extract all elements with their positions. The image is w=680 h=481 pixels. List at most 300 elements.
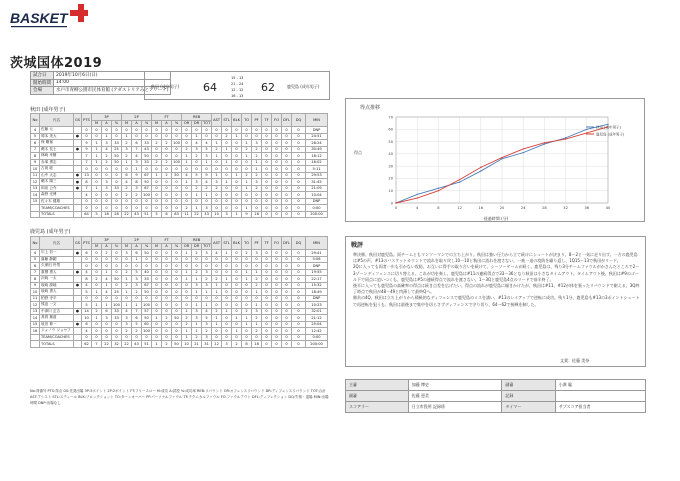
score-progression-chart	[345, 98, 645, 222]
official-name: 小澤 聡	[555, 380, 645, 391]
stat-cell: 0	[232, 302, 242, 309]
stat-cell: 0	[182, 166, 192, 173]
quarter-scores	[231, 75, 243, 99]
chart-point	[586, 129, 587, 130]
stat-cell: 2	[182, 205, 192, 212]
stat-cell: 200:00	[306, 211, 328, 218]
stat-cell: 0	[112, 256, 122, 263]
stat-cell: 15	[31, 198, 40, 205]
stat-cell: 2	[212, 308, 222, 315]
stat-cell: 4	[102, 146, 112, 153]
stat-cell: 0	[102, 172, 112, 179]
stat-cell: 0	[232, 295, 242, 302]
stat-cell: 0	[282, 315, 292, 322]
stat-cell: 3	[102, 185, 112, 192]
stat-cell: 0	[102, 256, 112, 263]
stat-cell: ●	[74, 185, 82, 192]
stat-cell: 6	[122, 172, 132, 179]
stat-cell: 0	[202, 127, 212, 134]
stat-cell: 0	[262, 334, 272, 341]
stat-cell: 1	[92, 289, 102, 296]
stat-cell: 0	[282, 205, 292, 212]
stat-cell: 0	[262, 289, 272, 296]
stat-cell: 32:01	[306, 308, 328, 315]
stat-cell: 2	[102, 153, 112, 160]
stat-cell: 0	[242, 263, 252, 270]
stat-cell: 3	[252, 179, 262, 186]
stat-cell: 9	[202, 172, 212, 179]
stat-cell: 2	[102, 159, 112, 166]
official-name: サブスコア担当者	[555, 402, 645, 413]
stat-cell: 3	[132, 159, 142, 166]
stat-cell: 1	[212, 289, 222, 296]
stat-cell: DNP	[306, 295, 328, 302]
stat-cell: 0	[132, 133, 142, 140]
info-key: 試合日	[31, 72, 54, 80]
chart-title: 得点推移	[360, 105, 381, 111]
stat-cell: 1	[122, 302, 132, 309]
stat-cell: 30:49	[306, 146, 328, 153]
stat-cell: 0	[292, 179, 306, 186]
stat-cell: 0	[162, 205, 172, 212]
official-name	[555, 391, 645, 402]
stat-cell: 22:17	[306, 276, 328, 283]
stat-cell: 0	[222, 140, 232, 147]
stat-cell: 2	[122, 328, 132, 335]
stat-cell: 0	[92, 127, 102, 134]
chart-legend-label: 鹿児島 (成年男子)	[596, 132, 625, 137]
stat-cell: 0	[212, 334, 222, 341]
player-name: ジョノウ ジョセフ	[40, 328, 74, 335]
stat-cell: 0	[282, 295, 292, 302]
stat-cell: 1	[232, 315, 242, 322]
stat-header: DFL	[282, 237, 292, 250]
chart-point	[417, 197, 418, 198]
stat-cell: 5	[202, 146, 212, 153]
stat-cell: 2	[192, 269, 202, 276]
stat-cell: 0	[282, 250, 292, 257]
stat-cell: 4	[31, 127, 40, 134]
stat-cell: 1	[182, 179, 192, 186]
stat-header: 氏名	[40, 237, 74, 250]
stat-cell: 0	[242, 282, 252, 289]
stat-cell: 0	[102, 321, 112, 328]
stat-cell: 100	[173, 160, 180, 165]
stat-cell: 0	[232, 185, 242, 192]
stat-cell: 0	[242, 256, 252, 263]
player-name: 古坂 聡	[40, 166, 74, 173]
report-body	[353, 252, 641, 308]
home-score: 64	[203, 81, 217, 94]
stat-cell: 0	[82, 127, 92, 134]
stat-cell: 10:23	[306, 302, 328, 309]
chart-xtick-label: 36	[584, 206, 590, 210]
stat-cell: 0	[282, 179, 292, 186]
stat-cell: 15	[31, 321, 40, 328]
stat-cell: 0	[252, 192, 262, 199]
info-value: 14:00	[54, 79, 171, 87]
quarter-score: 21 - 24	[231, 82, 244, 86]
chart-point	[565, 138, 566, 139]
stat-header: STL	[222, 237, 232, 250]
stat-cell: 1	[182, 153, 192, 160]
stat-cell: 1	[152, 341, 162, 348]
stat-cell: 0	[172, 250, 182, 257]
stat-cell: ●	[74, 308, 82, 315]
stat-cell: 0	[262, 295, 272, 302]
stat-cell: 0	[282, 153, 292, 160]
stat-cell: 2	[252, 153, 262, 160]
stat-cell: 0	[242, 302, 252, 309]
stat-cell: 3	[122, 146, 132, 153]
stat-cell: 0	[102, 295, 112, 302]
player-name: 重栖 勇人	[40, 269, 74, 276]
stat-subheader: TOT	[203, 121, 211, 126]
stat-cell: 3	[252, 140, 262, 147]
stat-cell: 1	[122, 276, 132, 283]
stat-cell: 0	[272, 302, 282, 309]
officials-row	[346, 380, 646, 391]
stat-cell: DNP	[306, 127, 328, 134]
chart-xtick-label: 16	[478, 206, 484, 210]
stat-cell: 1	[252, 269, 262, 276]
chart-point	[480, 170, 481, 171]
stat-subheader: DR	[192, 243, 202, 250]
stat-cell: 40	[142, 269, 152, 276]
stat-cell: 0	[292, 127, 306, 134]
stat-cell: 0	[172, 276, 182, 283]
stat-cell: 9	[31, 159, 40, 166]
chart-point	[565, 137, 566, 138]
stat-cell: 24:51	[306, 133, 328, 140]
chart-point	[459, 179, 460, 180]
stat-cell: 0	[172, 282, 182, 289]
stat-cell: 62	[82, 341, 92, 348]
stat-cell: 0	[112, 321, 122, 328]
stat-cell: 9	[132, 172, 142, 179]
stat-cell: 2	[252, 282, 262, 289]
stat-cell: 0	[232, 256, 242, 263]
stat-cell: 5	[132, 269, 142, 276]
stat-header: FT	[152, 114, 182, 121]
stat-cell: 10:04	[306, 192, 328, 199]
stat-cell: 0	[152, 308, 162, 315]
stat-cell: 0	[212, 198, 222, 205]
stat-cell: 0	[152, 295, 162, 302]
stat-cell: 0	[182, 263, 192, 270]
stat-cell: 2	[132, 328, 142, 335]
stat-cell: 3	[132, 185, 142, 192]
stat-cell: 0	[222, 334, 232, 341]
stat-cell: 6	[132, 140, 142, 147]
stat-cell: 1	[122, 133, 132, 140]
stat-cell: 0	[262, 321, 272, 328]
chart-ytick-label: 60	[388, 127, 393, 132]
stat-cell: 0	[92, 269, 102, 276]
stat-cell: 0	[212, 205, 222, 212]
chart-svg	[346, 99, 646, 223]
stat-cell: 0	[262, 159, 272, 166]
stat-cell: 43	[132, 341, 142, 348]
stat-cell: 64	[82, 211, 92, 218]
chart-point	[480, 167, 481, 168]
stat-cell: 0	[152, 198, 162, 205]
stat-cell: 1	[122, 289, 132, 296]
chart-point	[586, 132, 587, 133]
stat-cell: 31:45	[306, 179, 328, 186]
stat-cell: 33	[112, 308, 122, 315]
stat-cell: 0	[82, 205, 92, 212]
stat-cell: 0	[292, 256, 306, 263]
stat-cell: 0	[142, 334, 152, 341]
stat-cell: 0	[182, 282, 192, 289]
stat-cell: 0	[262, 302, 272, 309]
stat-cell: 0	[212, 302, 222, 309]
chart-xtick-label: 24	[520, 206, 526, 210]
basket-logo	[8, 4, 88, 34]
stat-cell: 1	[192, 328, 202, 335]
stat-cell: 0	[272, 140, 282, 147]
stat-subheader: OR	[182, 243, 192, 250]
stat-cell: 2	[212, 276, 222, 283]
player-name: 中津川 玄吉	[40, 308, 74, 315]
stat-cell: 14	[31, 315, 40, 322]
stat-cell: 67	[142, 172, 152, 179]
stat-cell: 1	[182, 334, 192, 341]
stat-cell: 1	[92, 159, 102, 166]
official-name: 加藤 博史	[408, 380, 502, 391]
stat-cell: 0	[222, 269, 232, 276]
stat-cell: 0	[152, 166, 162, 173]
stat-cell: 0	[172, 198, 182, 205]
stat-cell: 0	[262, 127, 272, 134]
stat-cell: 2	[252, 276, 262, 283]
stat-cell: 1	[242, 185, 252, 192]
stat-cell: 0	[102, 127, 112, 134]
stat-cell: 0	[292, 341, 306, 348]
stat-cell: 0	[92, 256, 102, 263]
stat-cell: 0	[102, 192, 112, 199]
stat-cell: 1	[222, 250, 232, 257]
away-team-name: 鹿児島 (成年男子)	[287, 84, 320, 89]
stat-cell: 7	[132, 146, 142, 153]
stat-cell: 1	[182, 269, 192, 276]
stat-cell: 4	[132, 153, 142, 160]
stat-header: No	[31, 114, 40, 127]
stat-cell: 50	[172, 315, 182, 322]
stat-cell: 2	[182, 315, 192, 322]
stat-cell: 1	[132, 302, 142, 309]
stat-cell: 1	[192, 302, 202, 309]
stat-cell: 0	[162, 295, 172, 302]
stat-cell: 0	[122, 256, 132, 263]
stat-cell: 0	[112, 295, 122, 302]
player-name: 髙賀 雄道	[40, 315, 74, 322]
stat-cell: 1	[202, 302, 212, 309]
chart-ytick-label: 0	[390, 201, 393, 206]
stat-header: DFL	[282, 114, 292, 127]
stat-cell: 0	[172, 321, 182, 328]
stat-subheader: A	[162, 243, 172, 250]
stat-subheader: M	[152, 120, 162, 127]
stat-cell: 4	[212, 250, 222, 257]
stat-subheader: A	[162, 120, 172, 127]
stat-cell: 50	[172, 341, 182, 348]
stat-cell: 0	[242, 133, 252, 140]
stat-cell: 0	[172, 127, 182, 134]
stat-cell: 0	[112, 250, 122, 257]
stat-cell: 0	[252, 205, 262, 212]
stat-cell: 2	[122, 269, 132, 276]
stat-cell: 0	[162, 308, 172, 315]
home-stats-table	[30, 113, 328, 218]
stat-cell: 12	[212, 341, 222, 348]
stat-cell: 0	[242, 295, 252, 302]
stat-cell: 2	[122, 140, 132, 147]
stat-cell: 0	[102, 166, 112, 173]
stat-cell: 0	[142, 133, 152, 140]
chart-point	[523, 152, 524, 153]
stat-cell: 3	[252, 308, 262, 315]
chart-point	[395, 202, 396, 203]
stat-cell: 0	[222, 166, 232, 173]
stat-cell: 0	[272, 211, 282, 218]
stat-cell: 5	[152, 211, 162, 218]
stat-cell: 3	[102, 179, 112, 186]
stat-header: BLK	[232, 114, 242, 127]
stat-cell: 0	[262, 166, 272, 173]
stat-cell: 10	[31, 166, 40, 173]
stat-cell: 0	[292, 159, 306, 166]
stat-cell: 29:53	[306, 172, 328, 179]
stat-cell: 9	[82, 140, 92, 147]
stat-cell: 2	[122, 192, 132, 199]
stat-cell: 0	[232, 198, 242, 205]
stat-cell: 0	[182, 192, 192, 199]
stat-cell: 0	[272, 185, 282, 192]
report-title: 戦評	[351, 242, 364, 249]
stat-cell: 1	[232, 172, 242, 179]
chart-point	[544, 142, 545, 143]
stat-cell: 10	[212, 211, 222, 218]
report-paragraph: 準決勝、秋田対鹿児島。両チームともマンツーマンでの立ち上がり。秋田は強い圧力から立て続けにシュートが決まり、8ー2と一気に走り出す。一方の鹿児島は#5の声、#13のバスケットカウントで流れを取り戻し10ー10と秋田に流れを渡さない。一進一退の攻防を繰り返し、1Q15ー13で秋田がリード。	[353, 252, 638, 264]
stat-cell: 0	[132, 263, 142, 270]
stat-cell: 0	[282, 172, 292, 179]
stat-cell: 14	[82, 308, 92, 315]
stat-cell: 0	[202, 295, 212, 302]
stat-cell: 0	[162, 133, 172, 140]
player-name: TOTALS	[40, 211, 74, 218]
stat-cell: 2	[202, 276, 212, 283]
stat-cell: 5	[31, 133, 40, 140]
stat-cell: 0	[222, 282, 232, 289]
stat-cell: 0	[212, 166, 222, 173]
stat-cell: 1	[222, 276, 232, 283]
stat-cell: 0	[152, 192, 162, 199]
stat-cell: 25	[112, 146, 122, 153]
stat-cell: 0	[262, 179, 272, 186]
player-name: 保 剛郁	[40, 140, 74, 147]
stat-cell: 0	[272, 308, 282, 315]
stat-cell: 22	[122, 341, 132, 348]
stat-cell: 0	[122, 127, 132, 134]
stat-cell: 0	[102, 263, 112, 270]
stat-cell: 0	[182, 289, 192, 296]
stat-cell: 1	[232, 133, 242, 140]
stat-cell: 0	[162, 185, 172, 192]
stat-cell: 0	[132, 295, 142, 302]
stat-cell: 50	[142, 315, 152, 322]
stat-cell: 4	[82, 192, 92, 199]
stat-cell: 0	[262, 185, 272, 192]
stat-cell: 0	[212, 263, 222, 270]
stat-cell: 0	[262, 276, 272, 283]
stat-cell: 0	[282, 146, 292, 153]
chart-ylabel: 得点	[354, 150, 362, 155]
stat-cell: 0	[82, 256, 92, 263]
stat-cell: 2	[192, 185, 202, 192]
stat-cell: 12:42	[306, 328, 328, 335]
stat-cell: 4	[31, 250, 40, 257]
stat-cell: 1	[92, 302, 102, 309]
stat-header: 3P	[92, 237, 122, 244]
stat-cell: 0	[192, 256, 202, 263]
stat-cell: 4	[192, 140, 202, 147]
stat-cell: 0	[202, 133, 212, 140]
player-name: TEAM/COACHES	[40, 334, 74, 341]
stat-header: PF	[252, 237, 262, 250]
stat-subheader: M	[152, 243, 162, 250]
stat-cell: 1	[212, 172, 222, 179]
stat-cell: 2	[242, 308, 252, 315]
stat-subheader: M	[92, 243, 102, 250]
scoreboard	[144, 71, 330, 100]
stat-cell: 10	[31, 289, 40, 296]
stat-cell: 0	[192, 159, 202, 166]
quarter-score: 15 - 13	[231, 76, 244, 80]
stat-cell: 3	[192, 308, 202, 315]
stat-cell: 0	[162, 179, 172, 186]
stat-cell: 0	[272, 133, 282, 140]
stat-cell: 0	[152, 269, 162, 276]
stat-cell: 0	[122, 198, 132, 205]
stat-cell: 2	[162, 341, 172, 348]
stat-cell: 0	[162, 334, 172, 341]
stat-header: REB	[182, 114, 212, 121]
stat-cell: 0	[222, 328, 232, 335]
stat-cell: 19:55	[306, 269, 328, 276]
stat-cell: 0	[222, 263, 232, 270]
stat-cell: 0	[232, 289, 242, 296]
stat-cell: 0	[202, 256, 212, 263]
chart-point	[501, 158, 502, 159]
official-role: 記録	[502, 391, 555, 402]
stat-header: FO	[272, 114, 282, 127]
stat-cell: 0	[292, 289, 306, 296]
stat-cell: 0	[262, 263, 272, 270]
stat-cell: 11	[31, 295, 40, 302]
stat-cell: 0	[292, 250, 306, 257]
stat-cell: 60	[142, 321, 152, 328]
stat-cell: 22	[102, 341, 112, 348]
stat-cell: 2	[152, 159, 162, 166]
stat-cell: 2	[252, 172, 262, 179]
stat-cell: 0	[112, 179, 122, 186]
stat-cell: 0:00	[306, 205, 328, 212]
stat-cell: 4	[182, 172, 192, 179]
stat-cell: 0	[232, 192, 242, 199]
stat-cell: 0	[292, 166, 306, 173]
